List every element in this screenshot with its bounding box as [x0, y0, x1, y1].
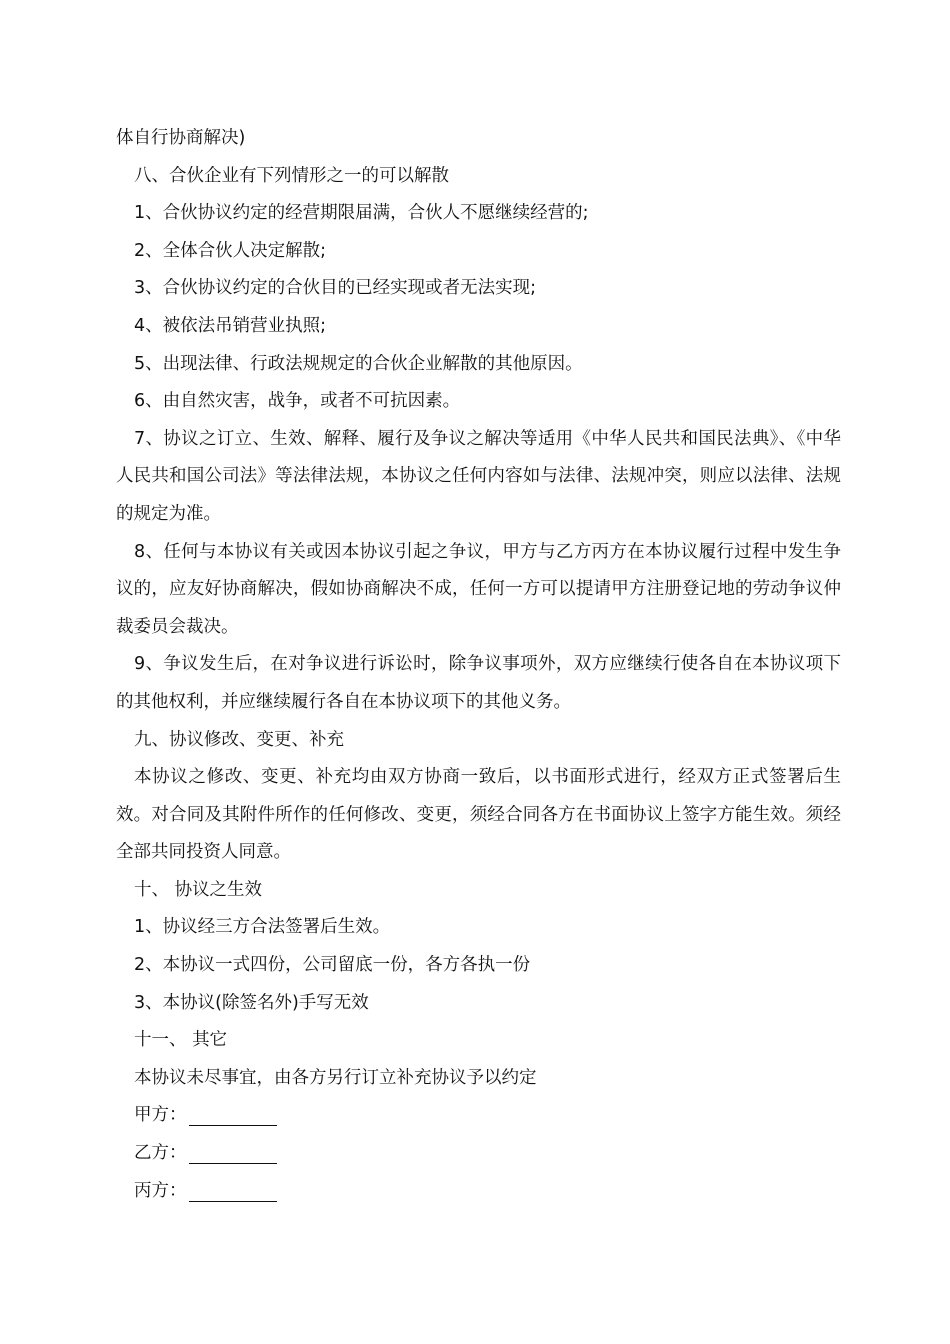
list-item: 3、合伙协议约定的合伙目的已经实现或者无法实现;	[134, 278, 537, 299]
list-item-governing-law: 7、协议之订立、生效、解释、履行及争议之解决等适用《中华人民共和国民法典》、《中华人民共和国公司法》等法律法规，本协议之任何内容如与法律、法规冲突，则应以法律、法规的规定为准。	[116, 428, 841, 524]
signature-line-party-a	[116, 1097, 841, 1135]
list-item-rights: 9、争议发生后，在对争议进行诉讼时，除争议事项外，双方应继续行使各自在本协议项下的其他权利，并应继续履行各自在本协议项下的其他义务。	[116, 654, 841, 712]
signature-label: 乙方：	[134, 1143, 187, 1164]
signature-label: 丙方：	[134, 1180, 187, 1201]
list-item-dispute: 8、任何与本协议有关或因本协议引起之争议，甲方与乙方丙方在本协议履行过程中发生争议的，应友好协商解决，假如协商解决不成，任何一方可以提请甲方注册登记地的劳动争议仲裁委员会裁决。	[116, 541, 841, 637]
document-body	[116, 120, 841, 1210]
signature-blank[interactable]	[189, 1200, 277, 1202]
section-heading-other: 十一、 其它	[134, 1030, 228, 1051]
signature-line-party-c	[116, 1173, 841, 1211]
paragraph-other: 本协议未尽事宜，由各方另行订立补充协议予以约定	[134, 1067, 537, 1088]
section-heading-amendment: 九、协议修改、变更、补充	[134, 729, 344, 750]
signature-label: 甲方：	[134, 1105, 187, 1126]
signature-line-party-b	[116, 1135, 841, 1173]
section-heading-dissolution: 八、合伙企业有下列情形之一的可以解散	[134, 165, 449, 186]
section-heading-effect: 十、 协议之生效	[134, 879, 263, 900]
paragraph-amendment: 本协议之修改、变更、补充均由双方协商一致后，以书面形式进行，经双方正式签署后生效。对合同及其附件所作的任何修改、变更，须经合同各方在书面协议上签字方能生效。须经全部共同投资人同意。	[116, 767, 841, 863]
paragraph-continuation: 体自行协商解决)	[116, 128, 246, 148]
list-item: 5、出现法律、行政法规规定的合伙企业解散的其他原因。	[134, 353, 583, 374]
signature-blank[interactable]	[189, 1124, 277, 1126]
list-item: 2、全体合伙人决定解散;	[134, 240, 327, 261]
list-item: 6、由自然灾害，战争，或者不可抗因素。	[134, 391, 461, 412]
list-item: 1、协议经三方合法签署后生效。	[134, 917, 391, 938]
list-item: 1、合伙协议约定的经营期限届满，合伙人不愿继续经营的;	[134, 203, 589, 224]
list-item: 2、本协议一式四份，公司留底一份，各方各执一份	[134, 955, 531, 976]
list-item: 3、本协议(除签名外)手写无效	[134, 992, 369, 1013]
signature-blank[interactable]	[189, 1162, 277, 1164]
list-item: 4、被依法吊销营业执照;	[134, 315, 327, 336]
